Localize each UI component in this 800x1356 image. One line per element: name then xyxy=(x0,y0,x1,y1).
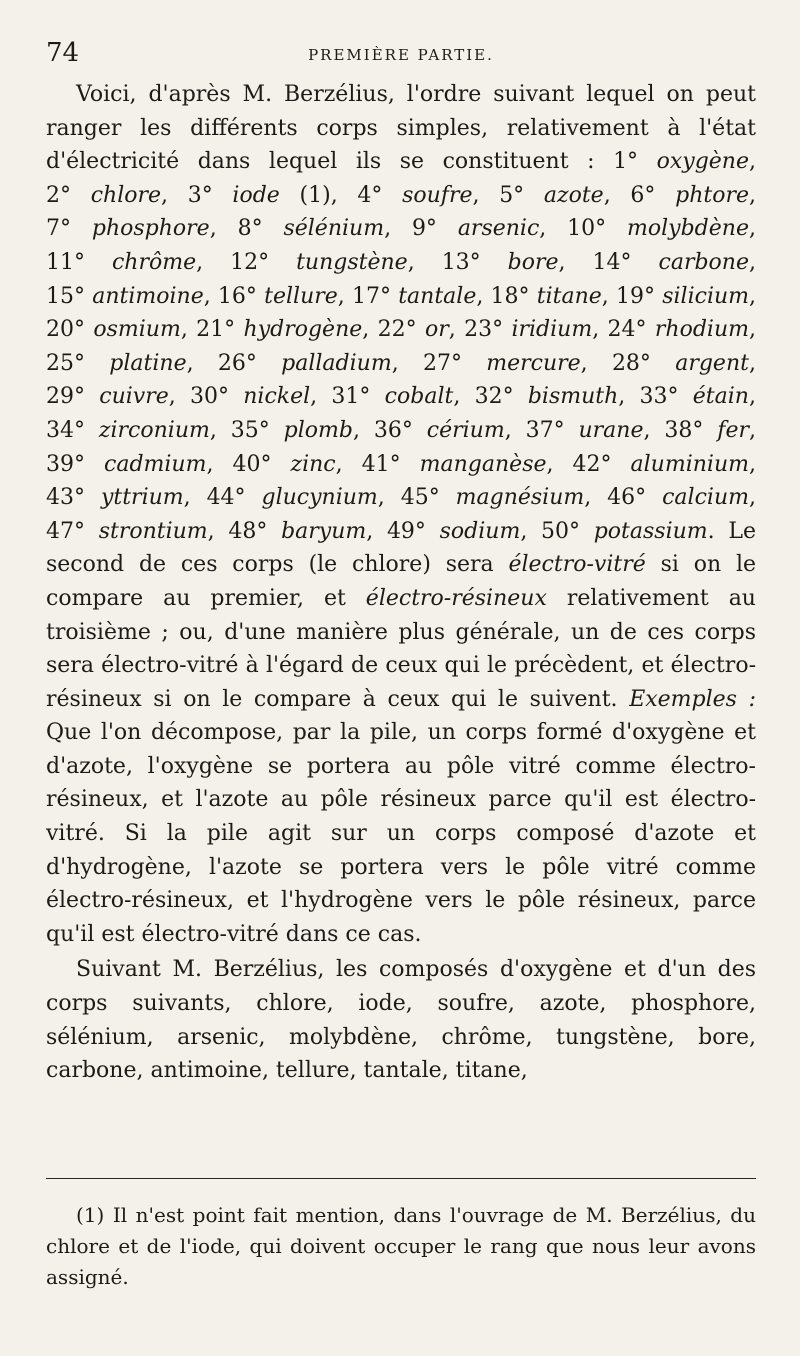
term-electro-vitre: électro-vitré xyxy=(508,552,646,578)
series-element-name: osmium xyxy=(93,317,181,343)
series-number: 24° xyxy=(607,317,647,343)
series-number: 5° xyxy=(499,182,525,208)
series-element-name: bismuth xyxy=(527,384,619,410)
series-number: 42° xyxy=(572,451,612,477)
series-element-name: antimoine xyxy=(92,283,204,309)
series-element-name: tellure xyxy=(264,283,338,309)
series-element-name: phtore xyxy=(675,182,749,208)
series-number: 7° xyxy=(46,216,71,242)
series-number: 9° xyxy=(411,216,437,242)
series-element-name: rhodium xyxy=(654,317,749,343)
series-number: 41° xyxy=(361,451,401,477)
series-element-name: tantale xyxy=(398,283,477,309)
running-title: PREMIÈRE PARTIE. xyxy=(308,46,494,64)
series-element-name: hydrogène xyxy=(243,317,363,343)
series-number: 36° xyxy=(373,417,413,443)
series-number: 49° xyxy=(386,518,426,544)
series-number: 29° xyxy=(46,384,85,410)
series-element-name: manganèse xyxy=(419,451,547,477)
series-number: 16° xyxy=(217,283,257,309)
series-element-name: baryum xyxy=(281,518,367,544)
series-element-name: potassium xyxy=(593,518,708,544)
series-element-name: iridium xyxy=(511,317,593,343)
series-number: 48° xyxy=(228,518,268,544)
series-element-name: azote xyxy=(543,182,604,208)
series-number: 43° xyxy=(46,485,85,511)
series-number: 6° xyxy=(630,182,656,208)
series-element-name: arsenic xyxy=(457,216,540,242)
series-number: 37° xyxy=(525,417,565,443)
series-number: 26° xyxy=(217,350,257,376)
series-element-name: cadmium xyxy=(104,451,207,477)
series-number: 20° xyxy=(46,317,85,343)
series-element-name: molybdène xyxy=(627,216,749,242)
series-number: 28° xyxy=(611,350,651,376)
series-number: 2° xyxy=(46,182,71,208)
series-number: 8° xyxy=(237,216,263,242)
series-element-name: titane xyxy=(536,283,602,309)
series-element-name: iode xyxy=(232,182,280,208)
paragraph-berzelius-series xyxy=(46,78,756,951)
series-number: 14° xyxy=(592,249,632,275)
series-element-name: cérium xyxy=(426,417,505,443)
series-element-name: sodium xyxy=(439,518,521,544)
series-number: 47° xyxy=(46,518,85,544)
series-number: 31° xyxy=(331,384,371,410)
footnote-rule xyxy=(46,1178,756,1179)
series-element-name: strontium xyxy=(98,518,208,544)
series-number: 30° xyxy=(190,384,229,410)
series-element-name: urane xyxy=(578,417,644,443)
series-number: 3° xyxy=(187,182,213,208)
series-element-name: tungstène xyxy=(296,249,408,275)
series-number: 22° xyxy=(377,317,417,343)
series-number: 40° xyxy=(232,451,272,477)
main-text xyxy=(46,78,756,1088)
series-element-name: zinc xyxy=(290,451,336,477)
series-element-name: plomb xyxy=(283,417,353,443)
page-header xyxy=(46,38,756,70)
series-element-name: glucynium xyxy=(261,485,378,511)
series-number: 45° xyxy=(400,485,440,511)
series-element-name: chlore xyxy=(90,182,162,208)
paragraph-composes: Suivant M. Berzélius, les composés d'oxygène et d'un des corps suivants, chlore, iode, soufre, azote, phosphore, sélénium, arsenic, molybdène, chrôme, tungstène, bore, carbone, antimoine, tellure, tantale, titane, xyxy=(46,957,756,1084)
series-element-name: carbone xyxy=(658,249,749,275)
series-number: 12° xyxy=(230,249,270,275)
series-element-name: sélénium xyxy=(283,216,385,242)
series-element-name: phosphore xyxy=(91,216,210,242)
series-number: 10° xyxy=(567,216,607,242)
series-number: 27° xyxy=(422,350,462,376)
footnote xyxy=(46,1200,756,1293)
series-element-name: bore xyxy=(507,249,559,275)
paragraph-text-b: si on le compare au premier, et xyxy=(46,552,756,611)
series-number: 34° xyxy=(46,417,85,443)
series-number: 32° xyxy=(474,384,514,410)
term-electro-resineux: électro-résineux xyxy=(365,585,547,611)
series-number: 17° xyxy=(351,283,391,309)
series-number: 11° xyxy=(46,249,85,275)
footnote-reference: (1) xyxy=(299,182,331,208)
series-element-name: chrôme xyxy=(111,249,197,275)
after-series-text: . Le second de ces corps (le chlore) sera xyxy=(46,518,756,578)
series-number: 15° xyxy=(46,283,85,309)
series-element-name: soufre xyxy=(402,182,473,208)
series-number: 46° xyxy=(607,485,647,511)
series-number: 23° xyxy=(464,317,504,343)
series-element-name: nickel xyxy=(243,384,311,410)
series-element-name: argent xyxy=(675,350,749,376)
element-series: 1° oxygène, 2° chlore, 3° iode (1), 4° soufre, 5° azote, 6° phtore, 7° phosphore, 8° sélénium, 9° arsenic, 10° molybdène, 11° chrôme, 12° tungstène, 13° bore, 14° carbone, 15° antimoine, 16° tellure, 17° tantale, 18° titane, 19° silicium, 20° osmium, 21° hydrogène, 22° or, 23° iridium, 24° rhodium, 25° platine, 26° palladium, 27° mercure, 28° argent, 29° cuivre, 30° nickel, 31° cobalt, 32° bismuth, 33° étain, 34° zirconium, 35° plomb, 36° cérium, 37° urane, 38° fer, 39° cadmium, 40° zinc, 41° manganèse, 42° aluminium, 43° yttrium, 44° glucynium, 45° magnésium, 46° calcium, 47° strontium, 48° baryum, 49° sodium, 50° potassium xyxy=(46,149,757,544)
series-element-name: étain xyxy=(692,384,749,410)
series-number: 33° xyxy=(639,384,679,410)
series-number: 21° xyxy=(196,317,236,343)
series-element-name: calcium xyxy=(662,485,749,511)
series-number: 19° xyxy=(616,283,655,309)
examples-label: Exemples : xyxy=(629,686,757,712)
series-element-name: magnésium xyxy=(455,485,585,511)
series-element-name: cobalt xyxy=(384,384,454,410)
series-element-name: palladium xyxy=(281,350,392,376)
footnote-text: Il n'est point fait mention, dans l'ouvrage de M. Berzélius, du chlore et de l'iode, qui doivent occuper le rang que nous leur avons assigné. xyxy=(46,1203,756,1289)
series-element-name: fer xyxy=(717,417,749,443)
series-number: 35° xyxy=(230,417,270,443)
series-number: 25° xyxy=(46,350,85,376)
series-number: 13° xyxy=(441,249,481,275)
series-element-name: platine xyxy=(109,350,187,376)
page-number: 74 xyxy=(46,38,80,68)
series-element-name: yttrium xyxy=(100,485,184,511)
series-number: 1° xyxy=(613,149,639,175)
series-number: 4° xyxy=(357,182,383,208)
series-number: 18° xyxy=(490,283,530,309)
series-element-name: oxygène xyxy=(656,149,749,175)
series-element-name: aluminium xyxy=(630,451,749,477)
series-number: 50° xyxy=(541,518,581,544)
paragraph-text-c: relativement au troisième ; ou, d'une manière plus générale, un de ces corps sera électro-vitré à l'égard de ceux qui le précèdent, et électro-résineux si on le compare à ceux qui le suivent. xyxy=(46,585,756,712)
series-element-name: or xyxy=(424,317,449,343)
paragraph-intro: Voici, d'après M. Berzélius, l'ordre suivant lequel on peut ranger les différents corps simples, relativement à l'état d'électricité dans lequel ils se constituent : xyxy=(46,82,756,175)
series-element-name: mercure xyxy=(486,350,581,376)
series-number: 39° xyxy=(46,451,85,477)
series-element-name: silicium xyxy=(662,283,750,309)
series-element-name: zirconium xyxy=(98,417,210,443)
series-element-name: cuivre xyxy=(99,384,169,410)
footnote-marker: (1) xyxy=(76,1203,105,1227)
series-number: 44° xyxy=(206,485,246,511)
series-number: 38° xyxy=(664,417,704,443)
paragraph-text-d: Que l'on décompose, par la pile, un corps formé d'oxygène et d'azote, l'oxygène se portera au pôle vitré comme électro-résineux, et l'azote au pôle résineux parce qu'il est électro-vitré. Si la pile agit sur un corps composé d'azote et d'hydrogène, l'azote se portera vers le pôle vitré comme électro-résineux, et l'hydrogène vers le pôle résineux, parce qu'il est électro-vitré dans ce cas. xyxy=(46,720,756,947)
